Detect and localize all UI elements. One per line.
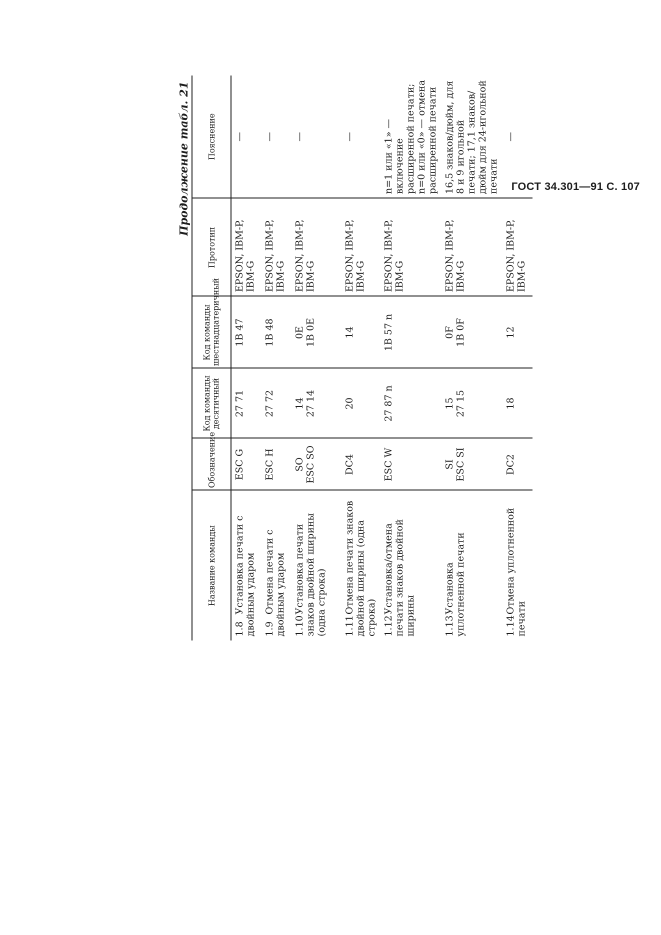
cell-expl: n=1 или «1» — включение расширенной печати; n=0 или «0» — отмена расширенной печати [380, 75, 441, 198]
cell-designation: SO ESC SO [291, 438, 341, 490]
header-expl: Пояснение [192, 75, 231, 198]
cell-proto: EPSON, IBM-P, IBM-G [231, 198, 261, 296]
cell-proto: EPSON, IBM-P, IBM-G [502, 198, 532, 296]
cell-hex: 12 [502, 296, 532, 368]
command-name: Установка/отмена печати знаков двойной ширины [382, 518, 416, 636]
cell-dec: 27 87 n [380, 368, 441, 438]
cell-designation: ESC W [380, 438, 441, 490]
continuation-title: Продолжение табл. 21 [177, 81, 190, 236]
row-number: 1.14 [504, 614, 516, 636]
cell-designation: SI ESC SI [441, 438, 502, 490]
header-name: Название команды [192, 490, 231, 640]
cell-hex: 0E 1B 0E [291, 296, 341, 368]
cell-hex: 14 [341, 296, 380, 368]
cell-dec: 15 27 15 [441, 368, 502, 438]
cell-proto: EPSON, IBM-P, IBM-G [341, 198, 380, 296]
cell-dec: 20 [341, 368, 380, 438]
cell-expl: — [341, 75, 380, 198]
rotated-table-block [177, 75, 527, 640]
cell-name [502, 490, 532, 640]
cell-name [380, 490, 441, 640]
row-number: 1.11 [343, 614, 355, 636]
row-number: 1.12 [382, 614, 394, 636]
cell-hex: 1B 47 [231, 296, 261, 368]
header-hex: Код команды шестнадцатеричный [192, 296, 231, 368]
command-name: Отмена уплотненной печати [504, 507, 527, 636]
table-row [380, 75, 441, 640]
cell-hex: 1B 48 [261, 296, 291, 368]
cell-proto: EPSON, IBM-P, IBM-G [380, 198, 441, 296]
cell-designation: ESC H [261, 438, 291, 490]
row-number: 1.9 [263, 620, 275, 636]
table-row [231, 75, 261, 640]
cell-designation: DC2 [502, 438, 532, 490]
row-number: 1.8 [234, 620, 245, 636]
cell-hex: 0F 1B 0F [441, 296, 502, 368]
command-name: Установка печати с двойным ударом [234, 515, 256, 636]
table-row [291, 75, 341, 640]
table-row [261, 75, 291, 640]
cell-expl: — [502, 75, 532, 198]
command-name: Отмена печати знаков двойной ширины (одна строка) [343, 500, 377, 636]
cell-expl: — [231, 75, 261, 198]
cell-dec: 18 [502, 368, 532, 438]
command-name: Установка уплотненной печати [443, 531, 466, 636]
cell-designation: DC4 [341, 438, 380, 490]
table-header-row [192, 75, 231, 640]
table-row [441, 75, 502, 640]
cell-expl: — [261, 75, 291, 198]
cell-name [291, 490, 341, 640]
row-number: 1.13 [443, 614, 455, 636]
cell-dec: 27 72 [261, 368, 291, 438]
cell-dec: 14 27 14 [291, 368, 341, 438]
command-name: Установка печати знаков двойной ширины (одна строка) [293, 512, 327, 636]
table-row [341, 75, 380, 640]
cell-proto: EPSON, IBM-P, IBM-G [441, 198, 502, 296]
commands-table [191, 75, 532, 640]
cell-name [341, 490, 380, 640]
cell-expl: 16,5 знаков/дюйм, для 8 и 9 игольной печати; 17,1 знаков/дюйм для 24-игольной печати [441, 75, 502, 198]
command-name: Отмена печати с двойным ударом [263, 529, 286, 636]
cell-dec: 27 71 [231, 368, 261, 438]
cell-proto: EPSON, IBM-P, IBM-G [261, 198, 291, 296]
cell-name [441, 490, 502, 640]
page-header: ГОСТ 34.301—91 С. 107 [511, 181, 640, 193]
table-row [502, 75, 532, 640]
header-proto: Прототип [192, 198, 231, 296]
cell-expl: — [291, 75, 341, 198]
cell-name [231, 490, 261, 640]
cell-name [261, 490, 291, 640]
cell-proto: EPSON, IBM-P, IBM-G [291, 198, 341, 296]
cell-designation: ESC G [231, 438, 261, 490]
header-designation: Обозначение [192, 438, 231, 490]
header-dec: Код команды десятичный [192, 368, 231, 438]
row-number: 1.10 [293, 614, 305, 636]
cell-hex: 1B 57 n [380, 296, 441, 368]
